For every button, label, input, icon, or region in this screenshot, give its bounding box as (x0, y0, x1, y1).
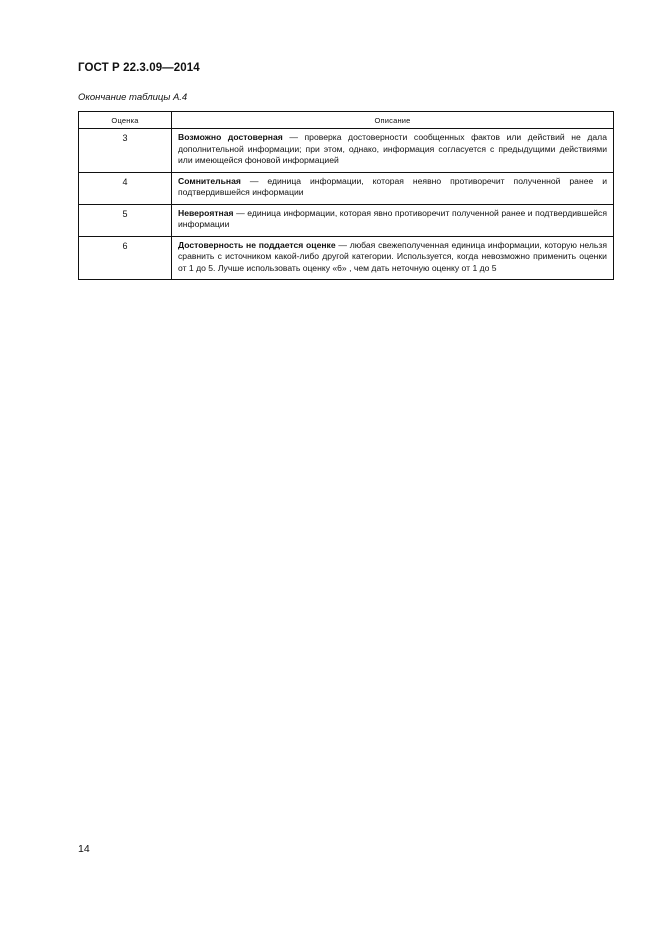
definition: — любая свежеполученная единица информации, которую нельзя сравнить с источником какой-либо другой категории. Используется, когда невозможно применить оценки от 1 до 5. Лучше использовать оценку «6» , чем дать неточную оценку от 1 до 5 (178, 239, 607, 273)
description-cell (172, 236, 614, 280)
score-cell: 6 (79, 236, 172, 280)
term: Сомнительная (178, 175, 241, 186)
table-row (79, 204, 614, 236)
description-cell (172, 129, 614, 173)
definition: — проверка достоверности сообщенных фактов или действий не дала дополнительной информации; при этом, однако, информация согласуется с предыдущими действиями или имеющейся фоновой информацией (178, 132, 607, 165)
table-caption: Окончание таблицы А.4 (78, 92, 188, 103)
table-header-row (79, 112, 614, 129)
score-cell: 3 (79, 129, 172, 173)
definition: — единица информации, которая явно противоречит полученной ранее и подтвердившейся информации (178, 207, 607, 229)
description-cell (172, 172, 614, 204)
column-header-description: Описание (172, 112, 614, 129)
term: Невероятная (178, 207, 234, 218)
table-row (79, 129, 614, 173)
rating-table (78, 111, 614, 280)
document-id: ГОСТ Р 22.3.09—2014 (78, 62, 200, 74)
score-cell: 4 (79, 172, 172, 204)
description-cell (172, 204, 614, 236)
column-header-score: Оценка (79, 112, 172, 129)
table-row (79, 236, 614, 280)
table-row (79, 172, 614, 204)
term: Достоверность не поддается оценке (178, 239, 336, 250)
definition: — единица информации, которая неявно противоречит полученной ранее и подтвердившейся информации (178, 175, 607, 197)
score-cell: 5 (79, 204, 172, 236)
term: Возможно достоверная (178, 132, 283, 142)
page-number: 14 (78, 843, 90, 855)
